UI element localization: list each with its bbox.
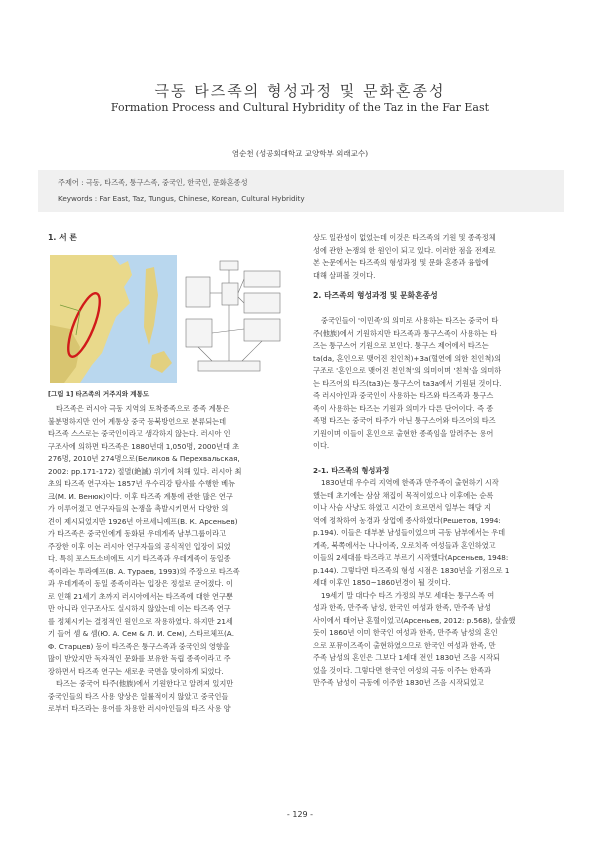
text-line: 게족, 북쪽에서는 나나이족, 오로치족 여성들과 혼인하였고 xyxy=(313,540,496,550)
figure-1 xyxy=(50,255,302,383)
title-korean: 극동 타즈족의 형성과정 및 문화혼종성 xyxy=(154,82,446,100)
section-heading-formation: 2. 타즈족의 형성과정 및 문화혼종성 xyxy=(313,291,438,300)
text-line: 족이 사용하는 타즈는 기원과 의미가 다른 단어이다. 즉 종 xyxy=(313,403,494,413)
text-line: 성에 관한 논쟁의 한 원인이 되고 있다. 이러한 점을 전제로 xyxy=(313,245,496,255)
text-line: 세대 이후인 1850~1860년경이 될 것이다. xyxy=(313,578,451,587)
keywords-korean: 주제어 : 극동, 타즈족, 퉁구스족, 중국인, 한국인, 문화혼종성 xyxy=(58,178,248,187)
text-line: p.194). 이들은 대부분 남성들이었으며 극동 남부에서는 우데 xyxy=(313,528,506,537)
text-line: 성과 한족, 만주족 남성, 한국인 여성과 한족, 만주족 남성 xyxy=(313,603,491,612)
text-line: 주장한 이후 이는 러시아 연구자들의 공식적인 입장이 되었 xyxy=(48,541,231,551)
text-line: 중국인들의 타즈 사용 양상은 일률적이지 않았고 중국인들 xyxy=(48,691,229,701)
text-line: 초의 타즈족 연구자는 1857년 우수리강 탐사를 수행한 베뉴 xyxy=(48,479,236,488)
text-line: 주(他族)에서 기원하지만 타즈족과 퉁구스족이 사용하는 타 xyxy=(313,328,498,338)
lineage-diagram xyxy=(182,255,302,383)
subsection-heading: 2-1. 타즈족의 형성과정 xyxy=(313,465,390,475)
text-line: 이나 사슴 사냥도 하였고 시간이 흐르면서 일부는 해당 지 xyxy=(313,503,491,512)
text-line: 많이 받았지만 독자적인 문화를 보유한 독립 종족이라고 주 xyxy=(48,654,231,663)
text-line: 즉 러시아인과 중국인이 사용하는 타즈와 타즈족과 퉁구스 xyxy=(313,391,494,400)
author-line: 염순천 (성공회대학교 교양학부 외래교수) xyxy=(231,149,369,158)
text-line: 과 우데게족이 동일 종족이라는 입장은 정설로 굳어졌다. 이 xyxy=(48,579,233,588)
habitat-map xyxy=(50,255,177,383)
text-line: 만주족 남성이 극동에 이주한 1830년 즈음 시작되었고 xyxy=(313,678,484,687)
section-heading-intro: 1. 서 론 xyxy=(48,233,77,242)
text-line: 이들의 2세대를 타즈라고 부르기 시작했다(Арсеньев, 1948: xyxy=(313,553,509,562)
text-line: 중국인들이 '이민족'의 의미로 사용하는 타즈는 중국어 타 xyxy=(321,316,499,325)
text-line: 었을 것이다. 그렇다면 한국인 여성의 극동 이주는 한족과 xyxy=(313,665,491,675)
text-line: 족명 타즈는 중국어 타주가 아닌 퉁구스어와 타즈어의 타즈 xyxy=(313,416,496,425)
text-line: 이다. xyxy=(313,441,330,450)
text-line: 사이에서 태어난 혼혈이었고(Арсеньев, 2012: p.568), 살솔했 xyxy=(313,615,516,625)
text-line: 를 정체시키는 결정적인 원인으로 작용하였다. 하지만 21세 xyxy=(48,616,233,626)
keyword-box xyxy=(38,170,564,212)
text-line: 역에 정착하여 농경과 상업에 종사하였다(Решетов, 1994: xyxy=(313,515,501,525)
text-line: 가 타즈족은 중국인에게 동화된 우데게족 남부그룹이라고 xyxy=(48,529,227,538)
text-line: 족이라는 투라예프(В. А. Тураев, 1993)의 주장으로 타즈족 xyxy=(48,566,240,576)
text-line: 기 들어 셈 & 셈(Ю. А. Сем & Л. И. Сем), 스타르체프(А. xyxy=(48,629,234,638)
text-line: 즈는 퉁구스어 기원으로 보인다. 퉁구스 제어에서 타즈는 xyxy=(313,341,489,350)
keywords-english: Keywords : Far East, Taz, Tungus, Chinese, Korean, Cultural Hybridity xyxy=(58,194,305,203)
text-line: p.144). 그렇다면 타즈족의 형성 시점은 1830년을 기점으로 1 xyxy=(313,565,510,575)
text-line: 본 논문에서는 타즈족의 형성과정 및 문화 혼종과 융합에 xyxy=(313,258,489,267)
text-line: 대해 살펴볼 것이다. xyxy=(313,270,376,280)
title-english: Formation Process and Cultural Hybridity of the Taz in the Far East xyxy=(110,101,490,114)
text-line: 로부터 타즈라는 용어를 차용한 러시아인들의 타즈 사용 양 xyxy=(48,704,231,713)
figure-caption: [그림 1] 타즈족의 거주지와 계통도 xyxy=(48,390,150,398)
left-column xyxy=(48,232,303,716)
text-line: 크(М. И. Венюк)이다. 이후 타즈족 계통에 관한 많은 연구 xyxy=(48,491,233,501)
page-number: - 129 - xyxy=(286,810,314,819)
text-line: 으로 포뮤이즈족이 출현하였으므로 한국인 여성과 한족, 만 xyxy=(313,640,496,650)
text-line: 불분명하지만 언어 계통상 중국 등북방언으로 분류되는데 xyxy=(48,416,227,426)
text-line: 19세기 말 대다수 타즈 가정의 부모 세대는 퉁구스족 여 xyxy=(321,590,495,600)
text-line: 듯이 1860년 이미 한국인 여성과 한족, 만주족 남성의 혼인 xyxy=(313,628,498,637)
text-line: 주족 남성의 혼인은 그보다 1세대 전인 1830년 즈음 시작되 xyxy=(313,653,500,662)
text-line: 가 이루어졌고 연구자들의 논쟁을 촉발시키면서 다양한 의 xyxy=(48,504,229,513)
text-line: 타즈는 중국어 타주(他族)에서 기원한다고 알려져 있지만 xyxy=(56,679,234,688)
text-line: 구조사에 의하면 타즈족은 1880년대 1,050명, 2000년대 초 xyxy=(48,441,240,451)
intro-paragraphs xyxy=(48,403,303,716)
text-line: 1830년대 우수리 지역에 한족과 만주족이 출현하기 시작 xyxy=(321,478,499,487)
text-line: 타즈족은 러시아 극동 지역의 토착종족으로 종족 계통은 xyxy=(56,404,230,413)
text-line: 견이 제시되었지만 1926년 아르세니예프(В. К. Арсеньев) xyxy=(48,516,238,526)
text-line: 2002: pp.171-172) 절멸(絶滅) 위기에 처해 있다. 러시아 최 xyxy=(48,466,242,476)
text-line: 구조로 '혼인으로 맺어진 친인척'의 의미이며 '친척'을 의미하 xyxy=(313,366,502,375)
text-line: Ф. Старцев) 등이 타즈족은 퉁구스족과 중국인의 영향을 xyxy=(48,641,230,651)
right-column xyxy=(313,232,565,690)
text-line: 했는데 초기에는 삼삼 채집이 목적이었으나 이후에는 순록 xyxy=(313,490,494,500)
text-line: 만 아니라 인구조사도 실시하지 않았는데 이는 타즈족 연구 xyxy=(48,604,231,613)
text-line: 타즈족 스스로는 중국인이라고 생각하지 않는다. 러시아 인 xyxy=(48,429,231,438)
text-line: ta(da, 혼인으로 맺어진 친인척)+3a(혈연에 의한 친인척)의 xyxy=(313,353,502,363)
text-line: 장하면서 타즈족 연구는 새로운 국면을 맞이하게 되었다. xyxy=(48,666,224,676)
text-line: 다. 특히 포스트소비에트 시기 타즈족과 우데게족이 동일종 xyxy=(48,554,231,563)
text-line: 상도 일관성이 없었는데 이것은 타즈족의 기원 및 종족정체 xyxy=(313,233,496,242)
text-line: 기원이며 이들이 혼인으로 출현한 종족임을 알려주는 용어 xyxy=(313,428,494,438)
text-line: 는 타즈어의 타즈(ta3)는 퉁구스어 ta3a에서 기원된 것이다. xyxy=(313,378,502,388)
text-line: 로 인해 21세기 초까지 러시아에서는 타즈족에 대한 연구뿐 xyxy=(48,591,233,601)
text-line: 276명, 2010년 274명으로(Беликов & Перехвальская, xyxy=(48,454,240,463)
